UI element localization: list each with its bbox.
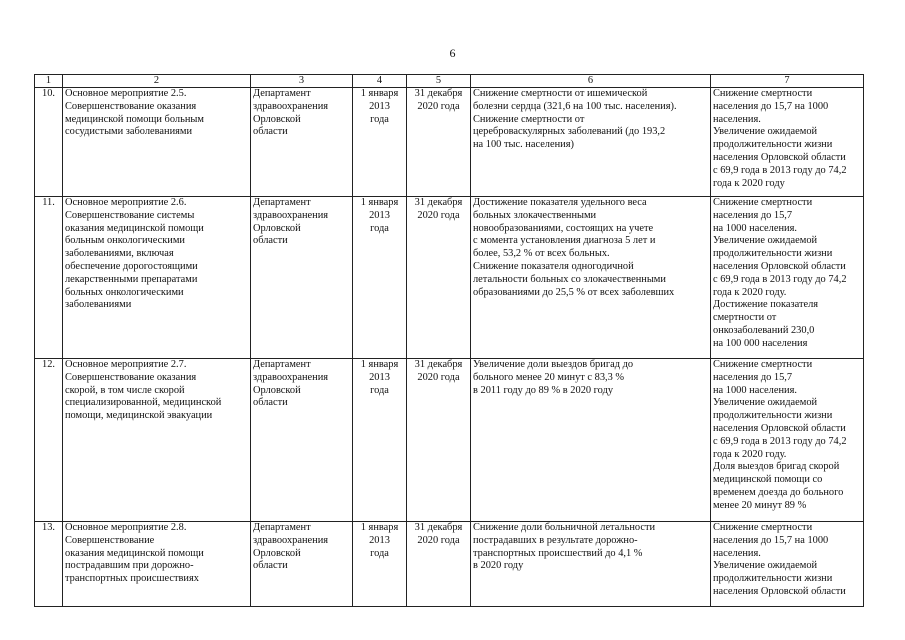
end-date-cell: 31 декабря 2020 года [407,197,471,359]
indicator-cell: Снижение смертности населения до 15,7 на 1000 населения. Увеличение ожидаемой продолжительности жизни населения Орловской области [711,522,864,607]
header-row [35,75,864,88]
program-measures-table [34,74,864,607]
expected-result-cell: Снижение смертности от ишемической болезни сердца (321,6 на 100 тыс. населения). Снижение смертности от цереброваскулярных заболеваний (до 193,2 на 100 тыс. населения) [471,88,711,197]
indicator-cell: Снижение смертности населения до 15,7 на 1000 населения. Увеличение ожидаемой продолжительности жизни населения Орловской области с 69,9 года в 2013 году до 74,2 года к 2020 году. Доля выездов бригад скорой медицинской помощи со временем доезда до больного менее 20 минут 89 % [711,359,864,522]
column-header: 7 [711,75,864,88]
expected-result-cell: Достижение показателя удельного веса больных злокачественными новообразованиями, состоящих на учете с момента установления диагноза 5 лет и более, 53,2 % от всех больных. Снижение показателя одногодичной летальности больных со злокачественными образованиями до 25,5 % от всех заболевших [471,197,711,359]
end-date-cell: 31 декабря 2020 года [407,359,471,522]
start-date-cell: 1 января 2013 года [353,359,407,522]
column-header: 3 [251,75,353,88]
table-row [35,88,864,197]
end-date-cell: 31 декабря 2020 года [407,522,471,607]
measure-cell: Основное мероприятие 2.6. Совершенствование системы оказания медицинской помощи больным онкологическими заболеваниями, включая обеспечение дорогостоящими лекарственными препаратами больных онкологическими заболеваниями [63,197,251,359]
table-row [35,359,864,522]
start-date-cell: 1 января 2013 года [353,197,407,359]
column-header: 5 [407,75,471,88]
column-header: 2 [63,75,251,88]
page-number: 6 [449,46,456,60]
start-date-cell: 1 января 2013 года [353,522,407,607]
indicator-cell: Снижение смертности населения до 15,7 на 1000 населения. Увеличение ожидаемой продолжительности жизни населения Орловской области с 69,9 года в 2013 году до 74,2 года к 2020 году [711,88,864,197]
row-number: 13. [35,522,63,607]
row-number: 12. [35,359,63,522]
row-number: 11. [35,197,63,359]
table-row [35,197,864,359]
column-header: 1 [35,75,63,88]
end-date-cell: 31 декабря 2020 года [407,88,471,197]
table-row [35,522,864,607]
expected-result-cell: Увеличение доли выездов бригад до больного менее 20 минут с 83,3 % в 2011 году до 89 % в 2020 году [471,359,711,522]
measure-cell: Основное мероприятие 2.8. Совершенствование оказания медицинской помощи пострадавшим при дорожно- транспортных происшествиях [63,522,251,607]
column-header: 6 [471,75,711,88]
executor-cell: Департамент здравоохранения Орловской области [251,522,353,607]
column-header: 4 [353,75,407,88]
measure-cell: Основное мероприятие 2.5. Совершенствование оказания медицинской помощи больным сосудистыми заболеваниями [63,88,251,197]
measure-cell: Основное мероприятие 2.7. Совершенствование оказания скорой, в том числе скорой специализированной, медицинской помощи, медицинской эвакуации [63,359,251,522]
row-number: 10. [35,88,63,197]
indicator-cell: Снижение смертности населения до 15,7 на 1000 населения. Увеличение ожидаемой продолжительности жизни населения Орловской области с 69,9 года в 2013 году до 74,2 года к 2020 году. Достижение показателя смертности от онкозаболеваний 230,0 на 100 000 населения [711,197,864,359]
executor-cell: Департамент здравоохранения Орловской области [251,197,353,359]
executor-cell: Департамент здравоохранения Орловской области [251,359,353,522]
start-date-cell: 1 января 2013 года [353,88,407,197]
expected-result-cell: Снижение доли больничной летальности пострадавших в результате дорожно- транспортных происшествий до 4,1 % в 2020 году [471,522,711,607]
executor-cell: Департамент здравоохранения Орловской области [251,88,353,197]
